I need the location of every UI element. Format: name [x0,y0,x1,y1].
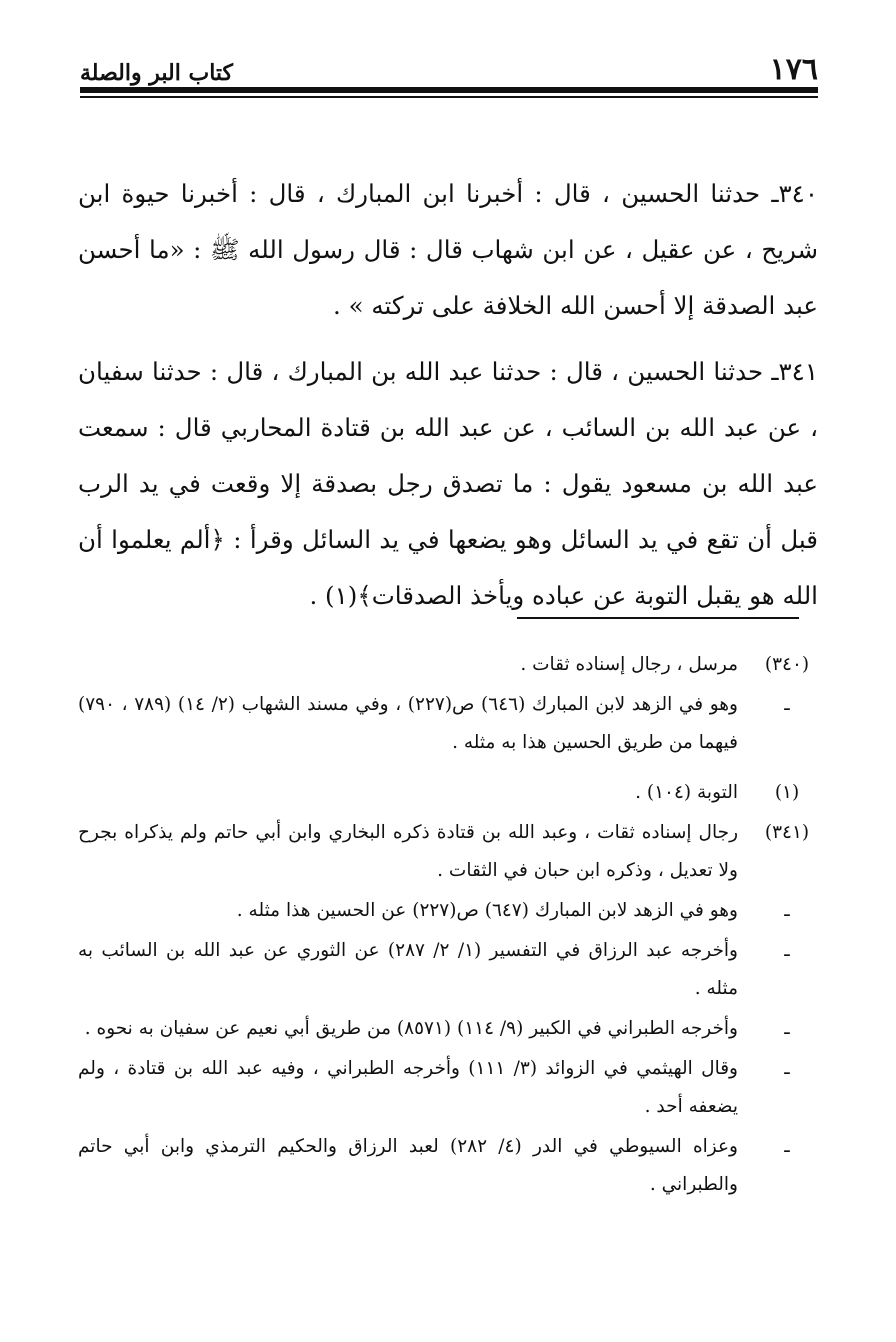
footnote-text: وأخرجه عبد الرزاق في التفسير (١/ ٢/ ٢٨٧) عن الثوري عن عبد الله بن السائب به مثله . [78,940,738,999]
footnote-dash: ـ [784,694,790,715]
footnote-text: وهو في الزهد لابن المبارك (٦٤٦) ص(٢٢٧) ، وفي مسند الشهاب (٢/ ١٤) (٧٨٩ ، ٧٩٠) فيهما من طريق الحسين هذا به مثله . [78,694,738,753]
footnote-item [78,932,818,1008]
footnote-dash: ـ [784,1018,790,1039]
footnote-item [78,1010,818,1048]
main-text [78,166,818,634]
hadith-number: ٣٤١ـ [771,357,818,386]
hadith-text: حدثنا الحسين ، قال : أخبرنا ابن المبارك ، قال : أخبرنا حيوة ابن شريح ، عن عقيل ، عن ابن شهاب قال : قال رسول الله ﷺ : «ما أحسن عبد الصدقة إلا أحسن الله الخلافة على تركته » . [78,179,818,320]
book-title: كتاب البر والصلة [80,60,234,86]
footnote-text: وقال الهيثمي في الزوائد (٣/ ١١١) وأخرجه الطبراني ، وفيه عبد الله بن قتادة ، ولم يضعفه أحد . [78,1058,738,1117]
footnote-text: رجال إسناده ثقات ، وعبد الله بن قتادة ذكره البخاري وابن أبي حاتم ولم يذكراه بجرح ولا تعديل ، وذكره ابن حبان في الثقات . [78,822,738,881]
hadith-text: حدثنا الحسين ، قال : حدثنا عبد الله بن المبارك ، قال : حدثنا سفيان ، عن عبد الله بن السائب ، عن عبد الله بن قتادة المحاربي قال : سمعت عبد الله بن مسعود يقول : ما تصدق رجل بصدقة إلا وقعت في يد الرب قبل أن تقع في يد السائل وهو يضعها في يد السائل وقرأ : ﴿ألم يعلموا أن الله هو يقبل التوبة عن عباده ويأخذ الصدقات﴾(١) . [78,357,818,610]
footnote-dash: ـ [784,1136,790,1157]
hadith-number: ٣٤٠ـ [771,179,818,208]
header-rule-thick [80,87,818,93]
hadith-340 [78,166,818,334]
header-rule-thin [80,96,818,98]
footnote-text: وأخرجه الطبراني في الكبير (٩/ ١١٤) (٨٥٧١) من طريق أبي نعيم عن سفيان به نحوه . [84,1018,738,1039]
footnotes [78,646,818,1206]
footnote-marker: (١) [774,782,800,803]
footnote-text: مرسل ، رجال إسناده ثقات . [520,654,738,675]
footnote-marker: (٣٤١) [764,822,810,843]
hadith-341 [78,344,818,624]
footnote-1 [78,774,818,812]
footnote-separator [517,617,799,619]
footnote-dash: ـ [784,940,790,961]
footnote-text: التوبة (١٠٤) . [635,782,738,803]
page-number: ١٧٦ [769,52,818,87]
footnote-341 [78,814,818,890]
footnote-dash: ـ [784,900,790,921]
footnote-item [78,1128,818,1204]
footnote-text: وهو في الزهد لابن المبارك (٦٤٧) ص(٢٢٧) عن الحسين هذا مثله . [236,900,738,921]
footnote-item [78,1050,818,1126]
footnote-item [78,686,818,762]
footnote-dash: ـ [784,1058,790,1079]
footnote-340 [78,646,818,684]
footnote-text: وعزاه السيوطي في الدر (٤/ ٢٨٢) لعبد الرزاق والحكيم الترمذي وابن أبي حاتم والطبراني . [78,1136,738,1195]
footnote-marker: (٣٤٠) [764,654,810,675]
footnote-item [78,892,818,930]
